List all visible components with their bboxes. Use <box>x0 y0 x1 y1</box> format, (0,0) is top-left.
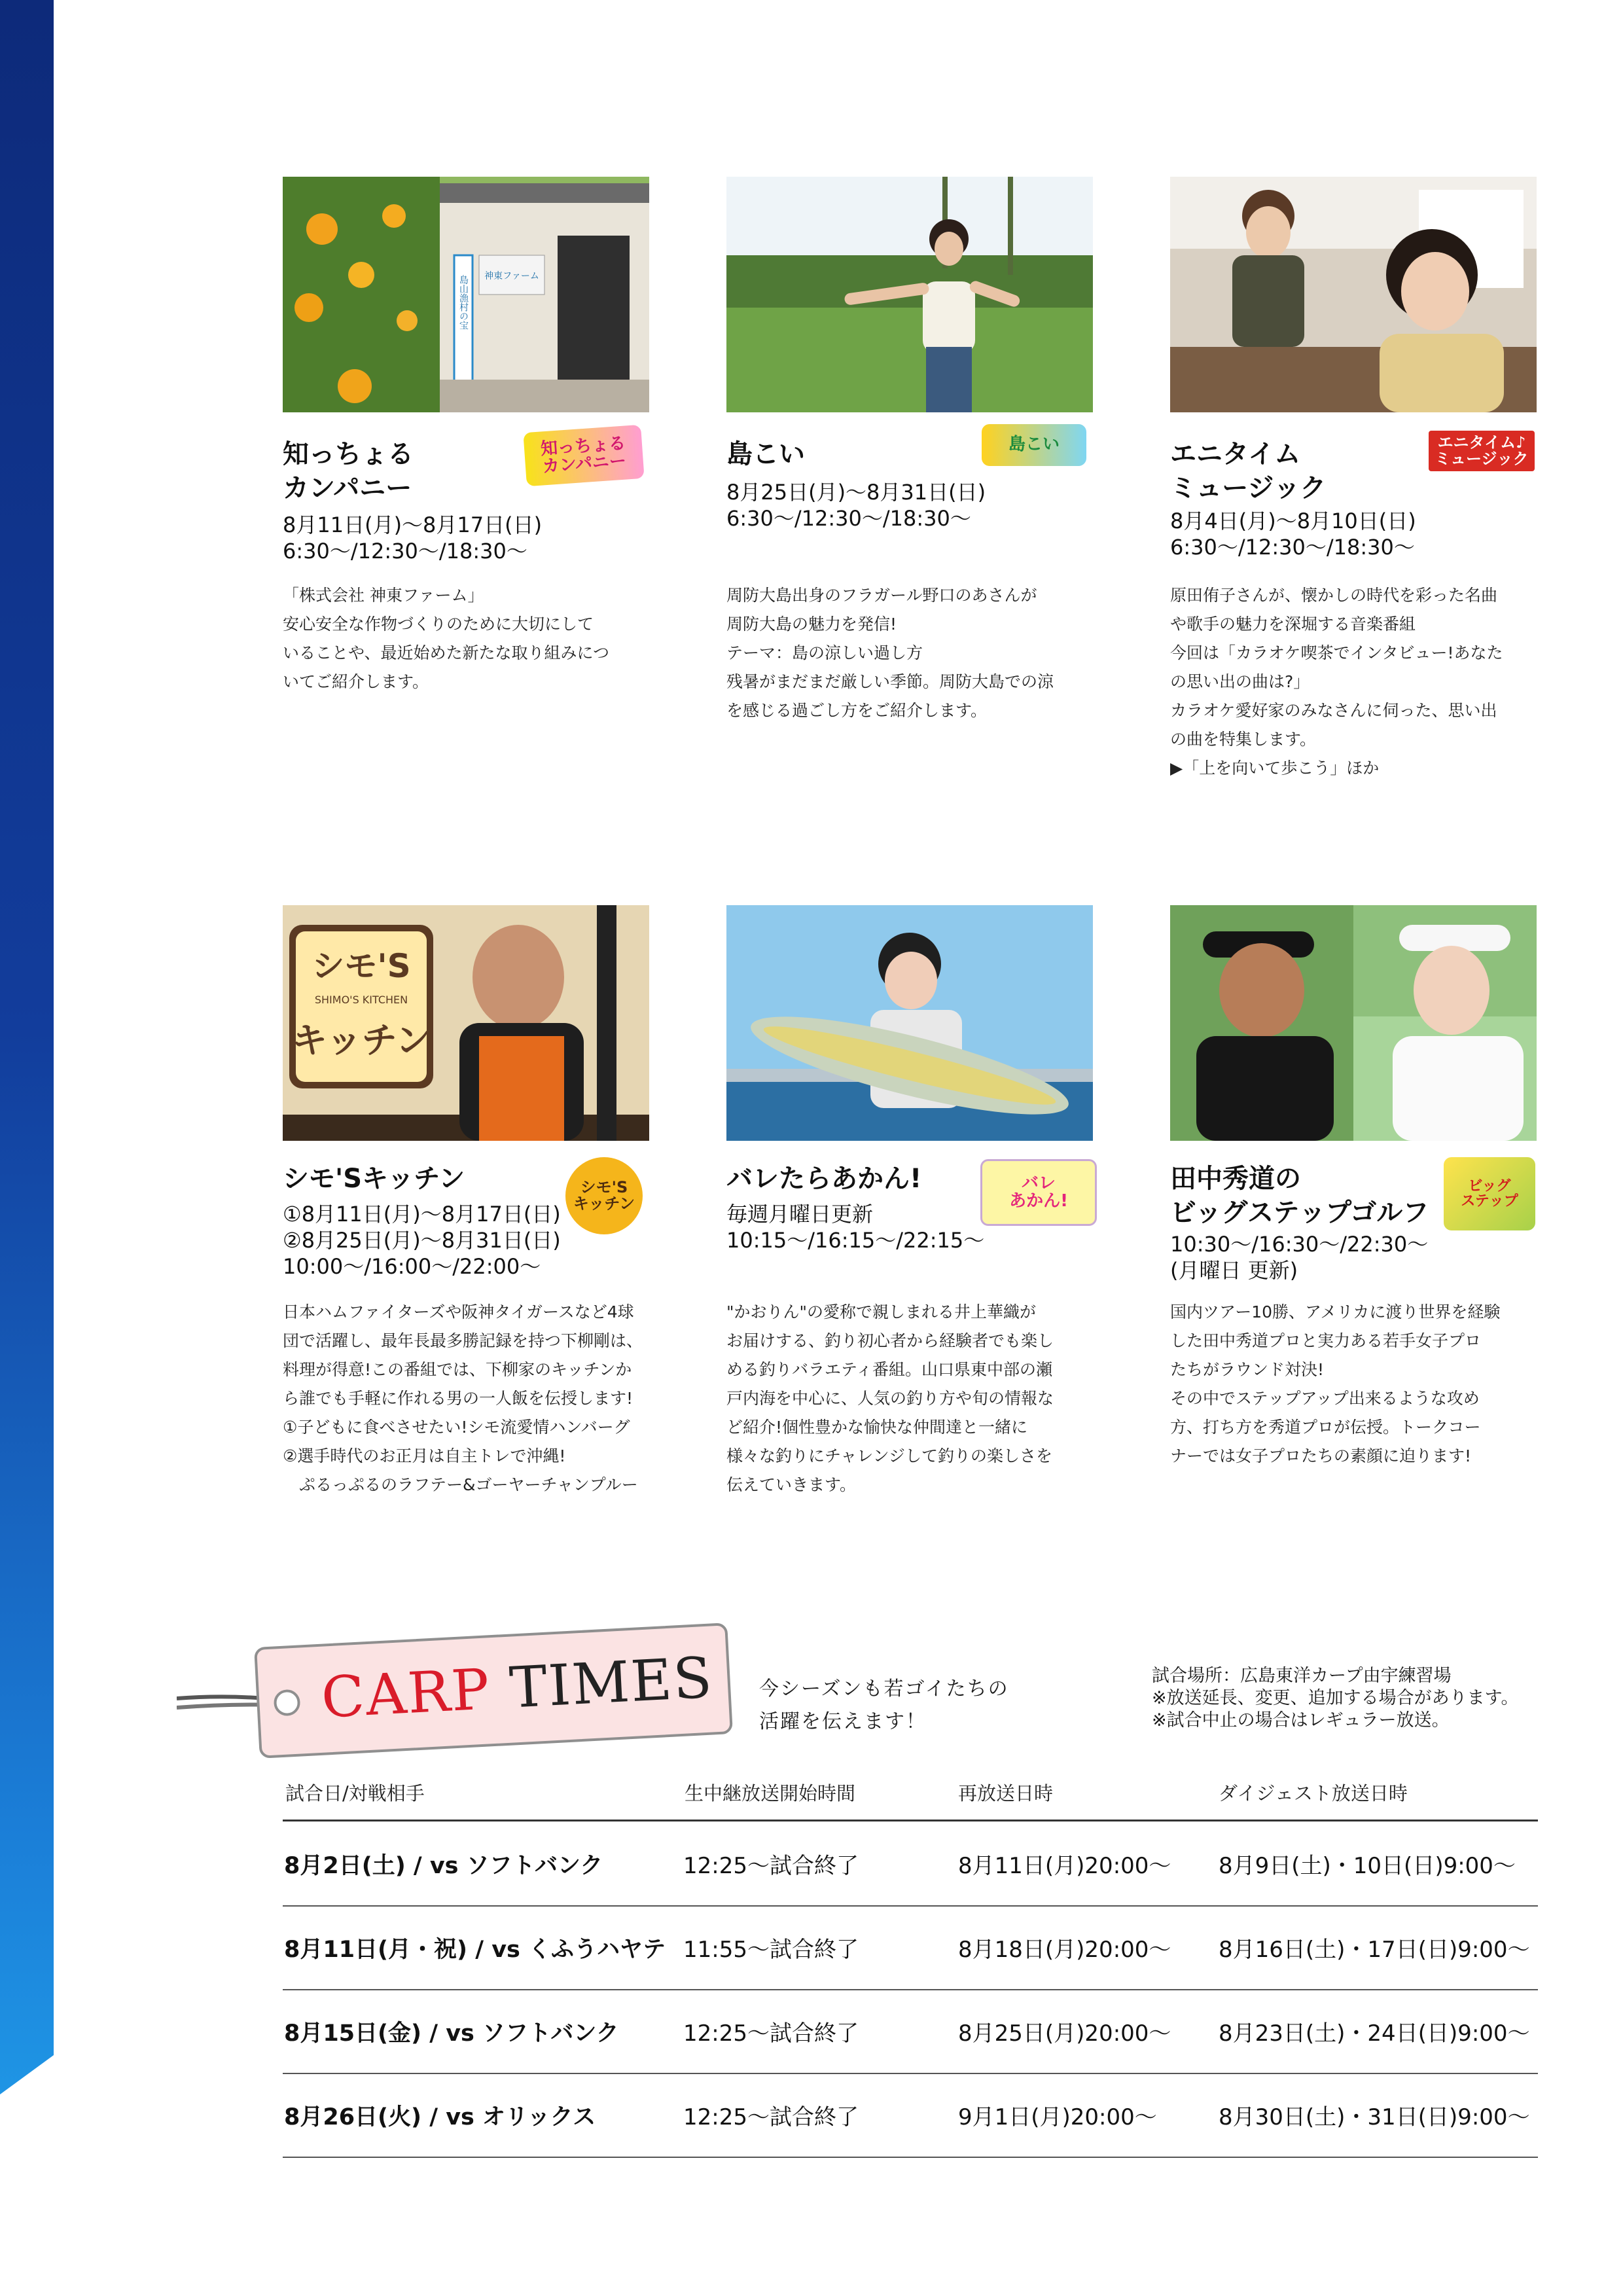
program-description: 日本ハムファイターズや阪神タイガースなど4球 団で活躍し、最年長最多勝記録を持つ下柳剛は、 料理が得意!この番組では、下柳家のキッチンか ら誰でも手軽に作れる男の一人飯を伝授します! ①子どもに食べさせたい!シモ流愛情ハンバーグ ②選手時代のお正月は自主トレで沖縄! ぷるっぷるのラフテー&ゴーヤーチャンプルー <box>283 1302 643 1494</box>
cell-rerun: 8月25日(月)20:00〜 <box>958 2020 1171 2047</box>
cell-live: 12:25〜試合終了 <box>683 2104 859 2130</box>
header-rerun: 再放送日時 <box>958 1782 1054 1804</box>
cell-live: 11:55〜試合終了 <box>683 1937 859 1963</box>
program-photo <box>726 177 1093 412</box>
program-card-shimakoi <box>726 177 1093 720</box>
cell-match: 8月15日(金) / vs ソフトバンク <box>284 2020 619 2047</box>
program-title: エニタイム ミュージック <box>1170 439 1327 503</box>
table-row <box>283 1821 1538 1907</box>
program-schedule: 10:30〜/16:30〜/22:30〜 (月曜日 更新) <box>1170 1232 1429 1283</box>
cell-rerun: 8月18日(月)20:00〜 <box>958 1937 1171 1963</box>
program-title: バレたらあかん! <box>726 1164 922 1194</box>
program-title: 田中秀道の ビッグステップゴルフ <box>1170 1164 1429 1228</box>
program-card-shitchoru <box>283 177 649 713</box>
cell-match: 8月11日(月・祝) / vs くふうハヤテ <box>284 1937 666 1963</box>
program-card-big-step-golf <box>1170 905 1537 1527</box>
program-logo: シモ'S キッチン <box>565 1157 643 1234</box>
program-schedule: 8月11日(月)〜8月17日(日) 6:30〜/12:30〜/18:30〜 <box>283 512 543 564</box>
program-schedule: 8月4日(月)〜8月10日(日) 6:30〜/12:30〜/18:30〜 <box>1170 509 1416 560</box>
photo-logo-sub: SHIMO'S KITCHEN <box>314 994 408 1006</box>
program-photo <box>283 905 649 1141</box>
program-card-anytime-music <box>1170 177 1537 778</box>
program-logo: ビッグ ステップ <box>1444 1157 1535 1230</box>
program-title: 知っちょる カンパニー <box>283 439 414 503</box>
cell-digest: 8月30日(土)・31日(日)9:00〜 <box>1219 2104 1530 2130</box>
sidebar-accent <box>0 0 54 2296</box>
program-photo <box>726 905 1093 1141</box>
carp-times-tag <box>254 1623 733 1759</box>
table-row <box>283 1989 1538 2074</box>
program-description: 周防大島出身のフラガール野口のあさんが 周防大島の魅力を発信! テーマ：島の涼しい過し方 残暑がまだまだ厳しい季節。周防大島での涼 を感じる過ごし方をご紹介します。 <box>726 586 1054 720</box>
cell-live: 12:25〜試合終了 <box>683 2020 859 2047</box>
program-description: "かおりん"の愛称で親しまれる井上華織が お届けする、釣り初心者から経験者でも楽し める釣りバラエティ番組。山口県東中部の瀬 戸内海を中心に、人気の釣り方や旬の情報な ど紹介!個性豊かな愉快な仲間達と一緒に 様々な釣りにチャレンジして釣りの楽しさを 伝えていきます。 <box>726 1302 1054 1494</box>
carp-notes: 試合場所：広島東洋カープ由宇練習場 ※放送延長、変更、追加する場合があります。 ※試合中止の場合はレギュラー放送。 <box>1152 1666 1519 1731</box>
photo-logo-top: シモ'S <box>312 947 411 985</box>
cell-rerun: 8月11日(月)20:00〜 <box>958 1853 1171 1879</box>
program-schedule: 毎週月曜日更新 10:15〜/16:15〜/22:15〜 <box>726 1202 985 1253</box>
program-schedule: ①8月11日(月)〜8月17日(日) ②8月25日(月)〜8月31日(日) 10:00〜/16:00〜/22:00〜 <box>283 1202 561 1279</box>
program-description: 国内ツアー10勝、アメリカに渡り世界を経験 した田中秀道プロと実力ある若手女子プロ たちがラウンド対決! その中でステップアップ出来るような攻め 方、打ち方を秀道プロが伝授。トークコー ナーでは女子プロたちの素顔に迫ります! <box>1170 1302 1501 1465</box>
cell-rerun: 9月1日(月)20:00〜 <box>958 2104 1157 2130</box>
program-logo: 島こい <box>982 424 1086 466</box>
program-schedule: 8月25日(月)〜8月31日(日) 6:30〜/12:30〜/18:30〜 <box>726 480 986 531</box>
program-photo <box>283 177 649 412</box>
header-match: 試合日/対戦相手 <box>285 1782 425 1804</box>
program-logo: 知っちょる カンパニー <box>523 425 644 486</box>
title-carp: CARP <box>319 1657 493 1731</box>
cell-match: 8月2日(土) / vs ソフトバンク <box>284 1853 603 1879</box>
table-row <box>283 2073 1538 2158</box>
title-times: TIMES <box>508 1645 715 1721</box>
tag-hole-icon <box>274 1689 301 1717</box>
program-description: 「株式会社 神東ファーム」 安心安全な作物づくりのために大切にして いることや、最近始めた新たな取り組みにつ いてご紹介します。 <box>283 586 610 691</box>
photo-logo-bottom: キッチン <box>291 1020 431 1061</box>
program-title: 島こい <box>726 439 805 469</box>
carp-times-title <box>319 1641 715 1734</box>
program-description: 原田侑子さんが、懐かしの時代を彩った名曲 や歌手の魅力を深堀する音楽番組 今回は「カラオケ喫茶でインタビュー!あなた の思い出の曲は?」 カラオケ愛好家のみなさんに伺った、思い出 の曲を特集します。 ▶「上を向いて歩こう」ほか <box>1170 586 1503 778</box>
program-logo: バレ あかん! <box>980 1159 1097 1226</box>
program-logo: エニタイム♪ ミュージック <box>1429 431 1535 471</box>
program-card-shimos-kitchen <box>283 905 649 1527</box>
photo-banner-text: 島山漁村の宝 <box>458 275 469 330</box>
cell-digest: 8月23日(土)・24日(日)9:00〜 <box>1219 2020 1530 2047</box>
cell-digest: 8月9日(土)・10日(日)9:00〜 <box>1219 1853 1516 1879</box>
cell-match: 8月26日(火) / vs オリックス <box>284 2104 596 2130</box>
program-card-baretara <box>726 905 1093 1527</box>
program-photo <box>1170 905 1537 1141</box>
cell-live: 12:25〜試合終了 <box>683 1853 859 1879</box>
program-photo <box>1170 177 1537 412</box>
program-title: シモ'Sキッチン <box>283 1164 465 1194</box>
header-digest: ダイジェスト放送日時 <box>1219 1782 1408 1804</box>
carp-intro: 今シーズンも若ゴイたちの 活躍を伝えます！ <box>759 1677 1009 1733</box>
cell-digest: 8月16日(土)・17日(日)9:00〜 <box>1219 1937 1530 1963</box>
header-live: 生中継放送開始時間 <box>685 1782 856 1804</box>
photo-sign-text: 神東ファーム <box>484 271 539 281</box>
table-row <box>283 1905 1538 1990</box>
